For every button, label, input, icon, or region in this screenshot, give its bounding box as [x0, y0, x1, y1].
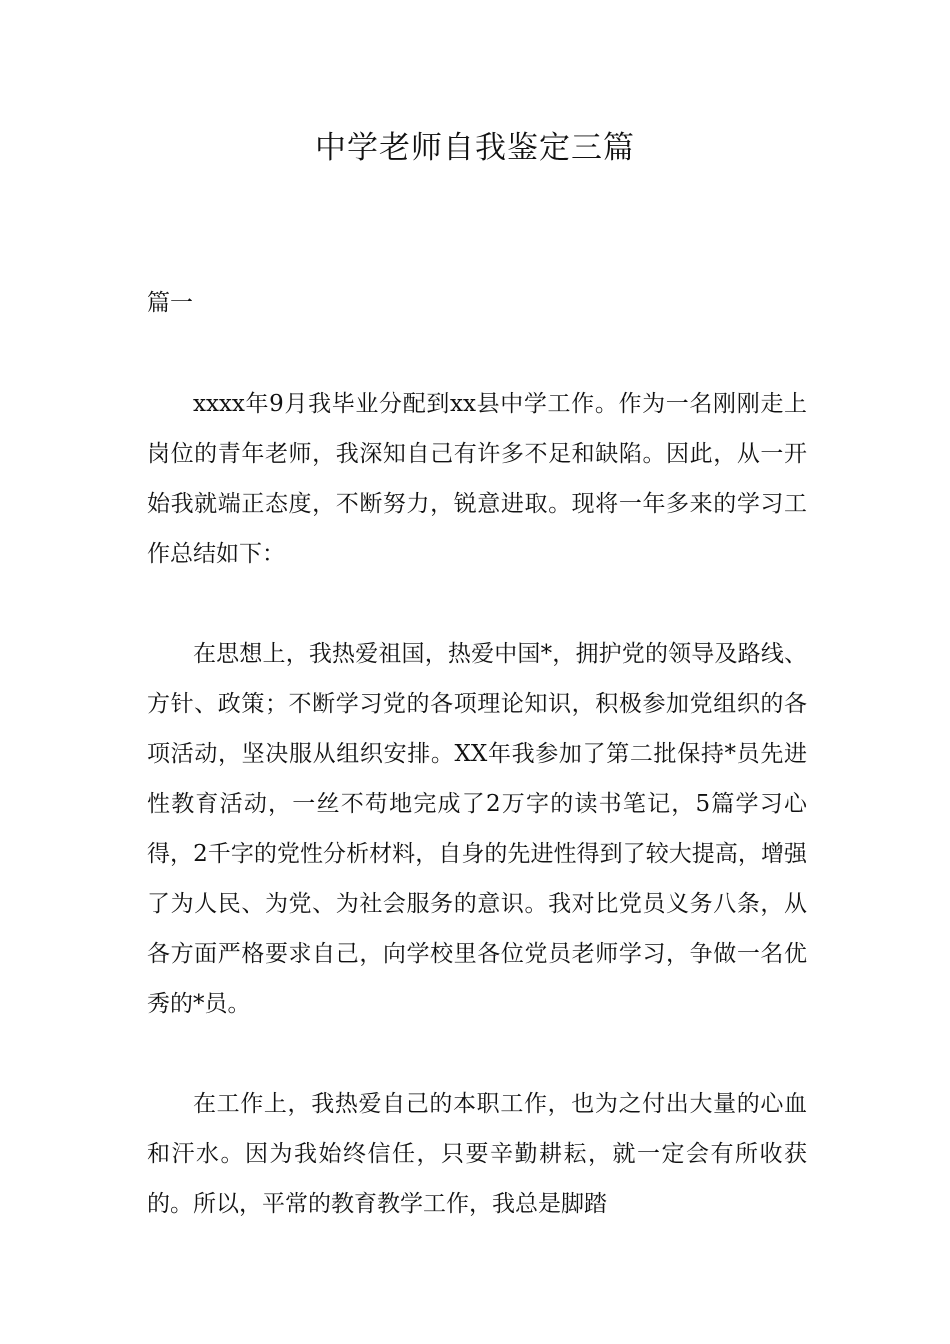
section-label: 篇一	[147, 290, 193, 316]
document-title: 中学老师自我鉴定三篇	[315, 130, 635, 166]
paragraph-ideology: 在思想上，我热爱祖国，热爱中国*，拥护党的领导及路线、方针、政策；不断学习党的各项理论知识，积极参加党组织的各项活动，坚决服从组织安排。XX年我参加了第二批保持*员先进性教育活动，一丝不苟地完成了2万字的读书笔记，5篇学习心得，2千字的党性分析材料，自身的先进性得到了较大提高，增强了为人民、为党、为社会服务的意识。我对比党员义务八条，从各方面严格要求自己，向学校里各位党员老师学习，争做一名优秀的*员。	[147, 641, 807, 1017]
paragraph-work: 在工作上，我热爱自己的本职工作，也为之付出大量的心血和汗水。因为我始终信任，只要辛勤耕耘，就一定会有所收获的。所以，平常的教育教学工作，我总是脚踏	[147, 1091, 807, 1217]
document-body	[147, 379, 807, 1279]
paragraph-intro: xxxx年9月我毕业分配到xx县中学工作。作为一名刚刚走上岗位的青年老师，我深知自己有许多不足和缺陷。因此，从一开始我就端正态度，不断努力，锐意进取。现将一年多来的学习工作总结如下：	[147, 391, 807, 567]
